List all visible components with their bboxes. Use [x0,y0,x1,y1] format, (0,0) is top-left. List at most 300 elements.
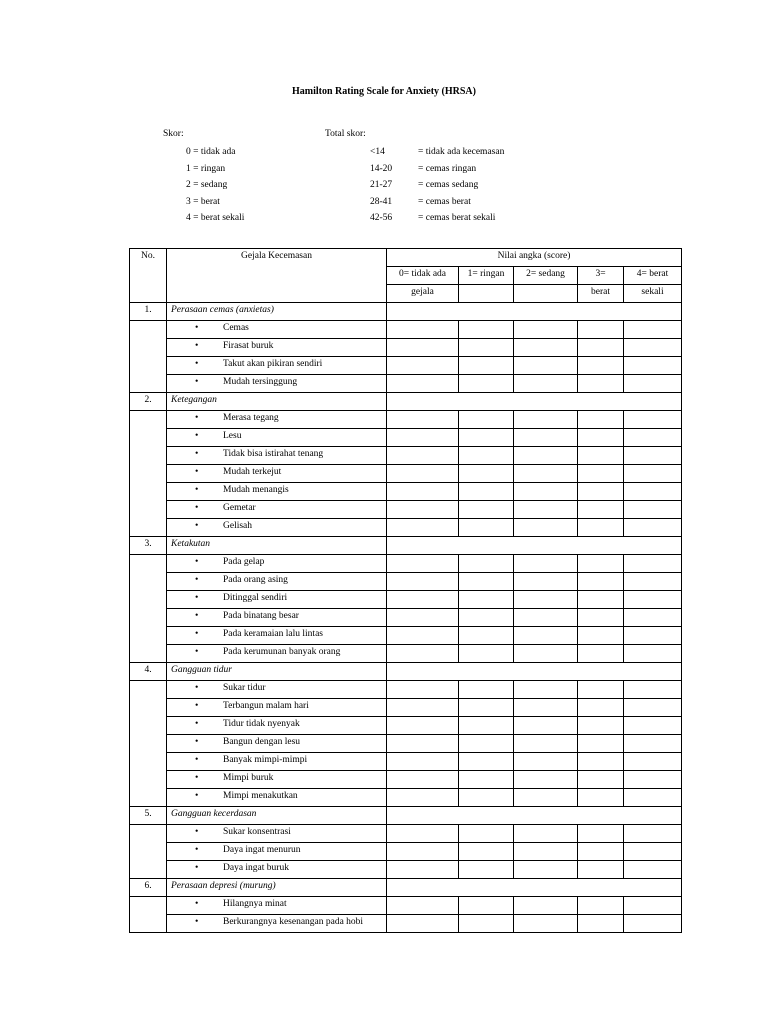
bullet-icon: • [195,773,199,783]
score-cell-4[interactable] [624,411,682,429]
bullet-icon: • [195,431,199,441]
symptom-label [167,915,387,933]
symptom-label [167,627,387,645]
symptom-row [130,717,682,735]
score-cell-3[interactable] [578,915,624,933]
bullet-icon: • [195,593,199,603]
score-cell-1[interactable] [459,555,514,573]
bullet-icon: • [195,629,199,639]
score-cell-0[interactable] [387,771,459,789]
score-cell-2[interactable] [514,357,578,375]
score-cell-4[interactable] [624,321,682,339]
symptom-row [130,465,682,483]
symptom-text: Firasat buruk [223,341,274,351]
score-cell-4[interactable] [624,339,682,357]
bullet-icon: • [195,359,199,369]
symptom-label [167,429,387,447]
symptom-label [167,501,387,519]
symptom-text: Hilangnya minat [223,899,287,909]
skor-item: 1 = ringan [186,164,226,174]
category-name: Perasaan depresi (murung) [167,879,387,897]
skor-item: 3 = berat [186,197,220,207]
score-cell-0[interactable] [387,321,459,339]
skor-item: 0 = tidak ada [186,147,236,157]
score-cell-4[interactable] [624,357,682,375]
symptom-row [130,627,682,645]
score-cell-2[interactable] [514,843,578,861]
symptom-label [167,843,387,861]
symptom-row [130,915,682,933]
score-cell-2[interactable] [514,555,578,573]
symptom-row [130,519,682,537]
score-cell-4[interactable] [624,555,682,573]
bullet-icon: • [195,917,199,927]
symptom-label [167,771,387,789]
symptom-text: Mudah tersinggung [223,377,298,387]
score-cell-4[interactable] [624,789,682,807]
score-cell-4[interactable] [624,501,682,519]
score-cell-1[interactable] [459,825,514,843]
symptom-row [130,843,682,861]
score-cell-4[interactable] [624,465,682,483]
score-cell-4[interactable] [624,735,682,753]
score-cell-4[interactable] [624,753,682,771]
score-cell-0[interactable] [387,447,459,465]
category-number: 3. [130,537,167,555]
score-cell-0[interactable] [387,357,459,375]
score-cell-4[interactable] [624,609,682,627]
symptom-label [167,555,387,573]
symptom-text: Pada kerumunan banyak orang [223,647,341,657]
score-cell-2[interactable] [514,699,578,717]
score-cell-0[interactable] [387,825,459,843]
score-cell-3[interactable] [578,861,624,879]
score-cell-4[interactable] [624,843,682,861]
symptom-row [130,789,682,807]
score-cell-3[interactable] [578,519,624,537]
bullet-icon: • [195,863,199,873]
score-cell-1[interactable] [459,339,514,357]
score-cell-3[interactable] [578,843,624,861]
symptom-label [167,735,387,753]
score-cell-2[interactable] [514,735,578,753]
symptom-text: Terbangun malam hari [223,701,309,711]
symptom-label [167,825,387,843]
total-range: 28-41 [370,197,393,207]
score-cell-0[interactable] [387,465,459,483]
score-cell-3[interactable] [578,681,624,699]
category-row [130,303,682,321]
symptom-row [130,861,682,879]
score-cell-2[interactable] [514,321,578,339]
score-cell-1[interactable] [459,861,514,879]
symptom-text: Pada gelap [223,557,265,567]
skor-item: 4 = berat sekali [186,213,245,223]
score-cell-4[interactable] [624,771,682,789]
score-cell-1[interactable] [459,627,514,645]
symptom-label [167,789,387,807]
total-meaning: = cemas sedang [418,180,479,190]
score-cell-2[interactable] [514,753,578,771]
symptom-row [130,501,682,519]
score-cell-1[interactable] [459,843,514,861]
col-gejala-header: Gejala Kecemasan [167,249,387,303]
col-nilai-header: Nilai angka (score) [387,249,682,267]
symptom-row [130,897,682,915]
score-cell-1[interactable] [459,609,514,627]
score-cell-2[interactable] [514,609,578,627]
score-cell-3[interactable] [578,447,624,465]
bullet-icon: • [195,683,199,693]
symptom-label [167,465,387,483]
score-col-0: 0= tidak ada [387,267,459,285]
score-cell-3[interactable] [578,717,624,735]
score-cell-0[interactable] [387,339,459,357]
category-score-cell [387,303,682,321]
symptom-text: Sukar tidur [223,683,266,693]
score-cell-1[interactable] [459,357,514,375]
score-cell-4[interactable] [624,375,682,393]
score-cell-4[interactable] [624,591,682,609]
score-cell-1[interactable] [459,915,514,933]
hrsa-table [129,248,682,933]
symptom-row [130,447,682,465]
score-cell-2[interactable] [514,339,578,357]
bullet-icon: • [195,737,199,747]
bullet-icon: • [195,485,199,495]
score-cell-3[interactable] [578,429,624,447]
score-cell-0[interactable] [387,609,459,627]
score-cell-1[interactable] [459,897,514,915]
score-cell-3[interactable] [578,753,624,771]
score-cell-2[interactable] [514,627,578,645]
category-name: Ketegangan [167,393,387,411]
score-cell-3[interactable] [578,789,624,807]
symptom-text: Tidur tidak nyenyak [223,719,300,729]
score-col-1-line2 [459,285,514,303]
score-cell-0[interactable] [387,843,459,861]
score-col-2: 2= sedang [514,267,578,285]
header-row-1 [130,249,682,267]
score-cell-3[interactable] [578,897,624,915]
category-row [130,537,682,555]
category-number: 1. [130,303,167,321]
document-title: Hamilton Rating Scale for Anxiety (HRSA) [292,86,476,97]
score-cell-0[interactable] [387,753,459,771]
category-row [130,879,682,897]
bullet-icon: • [195,899,199,909]
score-cell-4[interactable] [624,519,682,537]
category-name: Perasaan cemas (anxietas) [167,303,387,321]
score-cell-2[interactable] [514,501,578,519]
score-cell-0[interactable] [387,717,459,735]
score-cell-2[interactable] [514,861,578,879]
category-score-cell [387,807,682,825]
score-cell-3[interactable] [578,357,624,375]
score-cell-3[interactable] [578,321,624,339]
score-cell-1[interactable] [459,645,514,663]
score-cell-2[interactable] [514,483,578,501]
score-cell-0[interactable] [387,573,459,591]
symptom-row [130,645,682,663]
symptom-row [130,681,682,699]
symptom-row [130,609,682,627]
score-cell-2[interactable] [514,447,578,465]
score-cell-2[interactable] [514,717,578,735]
symptom-text: Mimpi menakutkan [223,791,298,801]
score-cell-2[interactable] [514,411,578,429]
score-cell-4[interactable] [624,645,682,663]
score-cell-0[interactable] [387,429,459,447]
score-cell-1[interactable] [459,519,514,537]
symptom-number-cell [130,825,167,879]
bullet-icon: • [195,827,199,837]
symptom-text: Merasa tegang [223,413,279,423]
score-cell-2[interactable] [514,519,578,537]
score-cell-0[interactable] [387,501,459,519]
score-cell-1[interactable] [459,465,514,483]
symptom-row [130,591,682,609]
symptom-label [167,753,387,771]
symptom-label [167,717,387,735]
score-cell-2[interactable] [514,915,578,933]
score-cell-0[interactable] [387,375,459,393]
symptom-text: Pada binatang besar [223,611,299,621]
score-cell-2[interactable] [514,645,578,663]
symptom-text: Gelisah [223,521,253,531]
symptom-row [130,753,682,771]
score-cell-3[interactable] [578,609,624,627]
score-cell-2[interactable] [514,573,578,591]
category-name: Gangguan kecerdasan [167,807,387,825]
score-cell-0[interactable] [387,555,459,573]
symptom-label [167,645,387,663]
score-cell-0[interactable] [387,627,459,645]
score-cell-3[interactable] [578,375,624,393]
score-cell-1[interactable] [459,591,514,609]
score-cell-1[interactable] [459,699,514,717]
total-range: <14 [370,147,385,157]
symptom-text: Pada keramaian lalu lintas [223,629,323,639]
category-score-cell [387,393,682,411]
score-cell-1[interactable] [459,447,514,465]
score-cell-4[interactable] [624,627,682,645]
score-cell-1[interactable] [459,375,514,393]
score-cell-4[interactable] [624,681,682,699]
score-cell-1[interactable] [459,429,514,447]
symptom-text: Sukar konsentrasi [223,827,291,837]
total-skor-label: Total skor: [325,129,366,139]
symptom-row [130,573,682,591]
score-cell-3[interactable] [578,825,624,843]
score-cell-0[interactable] [387,699,459,717]
symptom-text: Mimpi buruk [223,773,274,783]
score-cell-2[interactable] [514,429,578,447]
score-cell-3[interactable] [578,411,624,429]
score-cell-4[interactable] [624,717,682,735]
symptom-row [130,411,682,429]
score-cell-1[interactable] [459,501,514,519]
symptom-text: Pada orang asing [223,575,288,585]
symptom-number-cell [130,681,167,807]
score-cell-3[interactable] [578,699,624,717]
total-range: 42-56 [370,213,393,223]
score-cell-4[interactable] [624,447,682,465]
symptom-row [130,771,682,789]
bullet-icon: • [195,521,199,531]
category-name: Gangguan tidur [167,663,387,681]
score-cell-3[interactable] [578,339,624,357]
score-cell-1[interactable] [459,573,514,591]
score-cell-4[interactable] [624,429,682,447]
score-col-4-line2: sekali [624,285,682,303]
score-cell-1[interactable] [459,681,514,699]
score-cell-4[interactable] [624,699,682,717]
category-name: Ketakutan [167,537,387,555]
score-cell-0[interactable] [387,483,459,501]
symptom-text: Mudah menangis [223,485,289,495]
symptom-label [167,609,387,627]
score-col-3-line2: berat [578,285,624,303]
score-cell-1[interactable] [459,735,514,753]
bullet-icon: • [195,611,199,621]
score-cell-3[interactable] [578,483,624,501]
score-cell-3[interactable] [578,771,624,789]
symptom-label [167,357,387,375]
score-cell-2[interactable] [514,681,578,699]
bullet-icon: • [195,323,199,333]
category-row [130,807,682,825]
symptom-text: Daya ingat buruk [223,863,289,873]
score-cell-2[interactable] [514,897,578,915]
total-range: 14-20 [370,164,393,174]
col-no-header: No. [130,249,167,303]
symptom-text: Takut akan pikiran sendiri [223,359,323,369]
symptom-number-cell [130,411,167,537]
score-cell-2[interactable] [514,375,578,393]
total-meaning: = tidak ada kecemasan [418,147,505,157]
symptom-text: Bangun dengan lesu [223,737,301,747]
score-col-0-line2: gejala [387,285,459,303]
score-cell-4[interactable] [624,861,682,879]
symptom-text: Daya ingat menurun [223,845,301,855]
score-cell-0[interactable] [387,897,459,915]
symptom-row [130,321,682,339]
symptom-row [130,483,682,501]
bullet-icon: • [195,647,199,657]
symptom-label [167,591,387,609]
score-cell-3[interactable] [578,573,624,591]
score-cell-2[interactable] [514,771,578,789]
category-score-cell [387,537,682,555]
score-cell-0[interactable] [387,591,459,609]
score-cell-3[interactable] [578,591,624,609]
symptom-label [167,573,387,591]
symptom-row [130,555,682,573]
score-cell-3[interactable] [578,465,624,483]
symptom-text: Lesu [223,431,242,441]
category-number: 2. [130,393,167,411]
symptom-row [130,429,682,447]
bullet-icon: • [195,341,199,351]
symptom-row [130,699,682,717]
category-score-cell [387,879,682,897]
score-cell-4[interactable] [624,825,682,843]
score-cell-1[interactable] [459,771,514,789]
symptom-label [167,411,387,429]
score-cell-2[interactable] [514,591,578,609]
score-cell-0[interactable] [387,645,459,663]
score-cell-1[interactable] [459,483,514,501]
score-cell-2[interactable] [514,789,578,807]
score-cell-4[interactable] [624,915,682,933]
symptom-row [130,357,682,375]
score-cell-0[interactable] [387,735,459,753]
score-cell-3[interactable] [578,645,624,663]
category-row [130,393,682,411]
score-col-2-line2 [514,285,578,303]
score-cell-1[interactable] [459,411,514,429]
score-cell-0[interactable] [387,789,459,807]
score-cell-3[interactable] [578,555,624,573]
score-cell-4[interactable] [624,483,682,501]
bullet-icon: • [195,449,199,459]
score-cell-1[interactable] [459,789,514,807]
bullet-icon: • [195,701,199,711]
bullet-icon: • [195,719,199,729]
symptom-label [167,897,387,915]
symptom-text: Cemas [223,323,249,333]
score-cell-3[interactable] [578,501,624,519]
category-row [130,663,682,681]
score-cell-4[interactable] [624,897,682,915]
score-cell-2[interactable] [514,825,578,843]
score-cell-0[interactable] [387,915,459,933]
symptom-label [167,321,387,339]
bullet-icon: • [195,791,199,801]
symptom-label [167,699,387,717]
score-cell-1[interactable] [459,753,514,771]
score-cell-0[interactable] [387,411,459,429]
bullet-icon: • [195,557,199,567]
score-cell-1[interactable] [459,321,514,339]
score-cell-3[interactable] [578,735,624,753]
score-cell-0[interactable] [387,681,459,699]
category-number: 4. [130,663,167,681]
symptom-label [167,519,387,537]
category-number: 5. [130,807,167,825]
symptom-text: Banyak mimpi-mimpi [223,755,308,765]
symptom-row [130,375,682,393]
score-cell-1[interactable] [459,717,514,735]
score-cell-0[interactable] [387,861,459,879]
symptom-label [167,447,387,465]
score-cell-3[interactable] [578,627,624,645]
skor-item: 2 = sedang [186,180,228,190]
symptom-number-cell [130,897,167,933]
bullet-icon: • [195,377,199,387]
score-cell-0[interactable] [387,519,459,537]
symptom-text: Tidak bisa istirahat tenang [223,449,324,459]
symptom-number-cell [130,555,167,663]
score-cell-2[interactable] [514,465,578,483]
total-meaning: = cemas ringan [418,164,477,174]
category-number: 6. [130,879,167,897]
total-meaning: = cemas berat [418,197,471,207]
score-col-3: 3= [578,267,624,285]
score-cell-4[interactable] [624,573,682,591]
bullet-icon: • [195,413,199,423]
